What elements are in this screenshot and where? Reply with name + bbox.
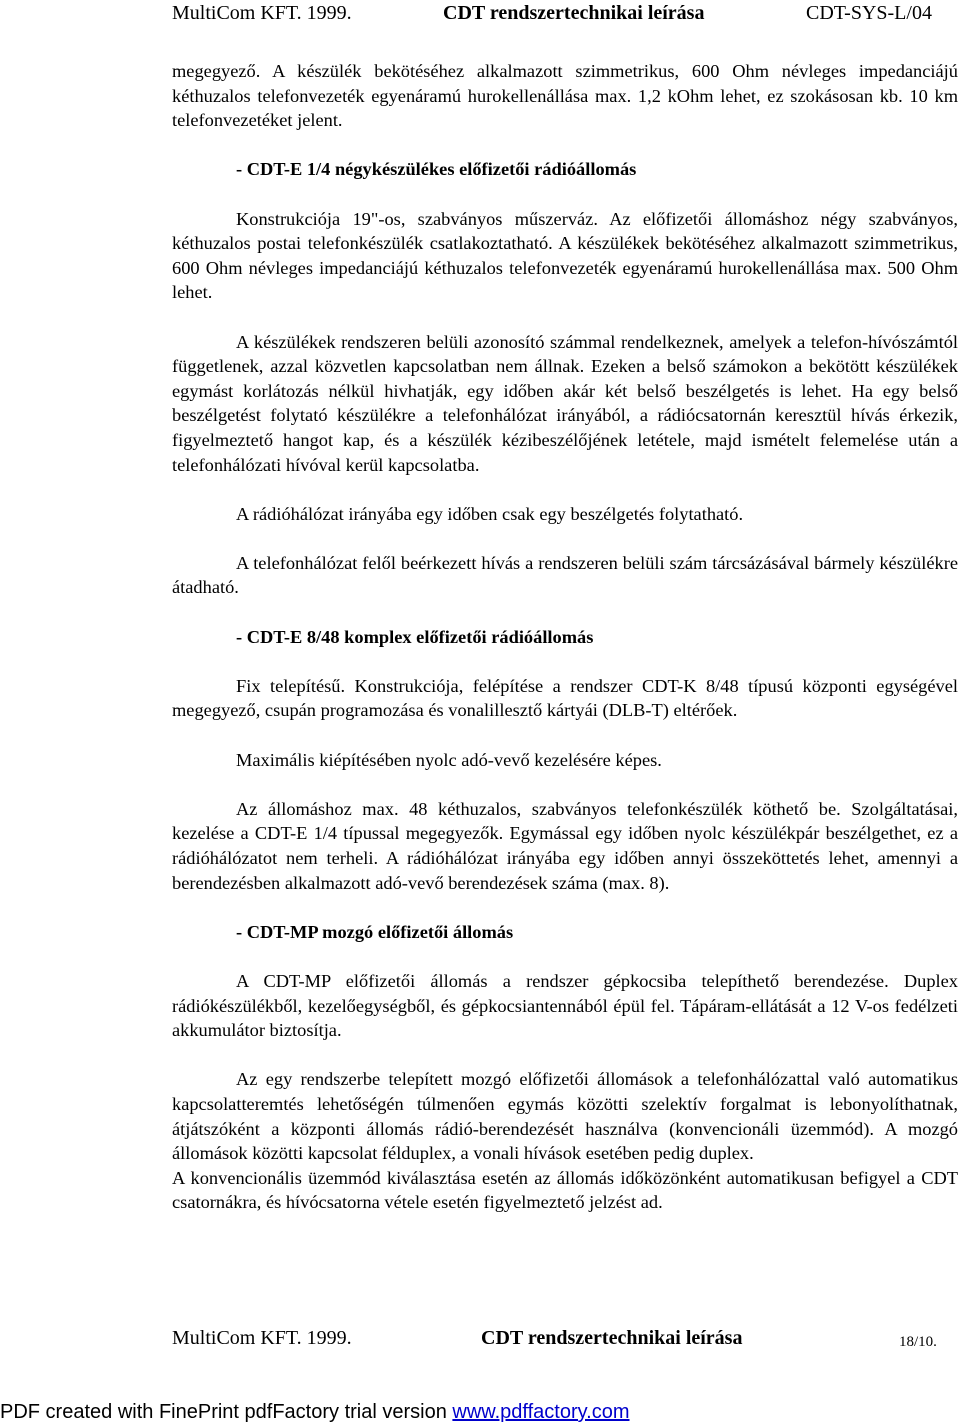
- paragraph: A rádióhálózat irányába egy időben csak egy beszélgetés folytatható.: [236, 503, 744, 524]
- footer-title: CDT rendszertechnikai leírása: [481, 1327, 743, 1349]
- paragraph: A telefonhálózat felől beérkezett hívás a rendszeren belüli szám tárcsázásával bármely készülékre átadható.: [172, 552, 958, 598]
- section-heading-cdt-mp: - CDT-MP mozgó előfizetői állomás: [236, 921, 514, 942]
- header-company: MultiCom KFT. 1999.: [172, 2, 352, 24]
- footer-company: MultiCom KFT. 1999.: [172, 1327, 352, 1349]
- document-body: [172, 59, 958, 1215]
- pdffactory-link[interactable]: www.pdffactory.com: [452, 1401, 630, 1423]
- paragraph: Maximális kiépítésében nyolc adó-vevő kezelésére képes.: [236, 749, 662, 770]
- paragraph: Fix telepítésű. Konstrukciója, felépítése a rendszer CDT-K 8/48 típusú központi egységével megegyező, csupán programozása és vonalillesztő kártyái (DLB-T) eltérőek.: [172, 675, 958, 721]
- paragraph: Az egy rendszerbe telepített mozgó előfizetői állomások a telefonhálózattal való automatikus kapcsolatteremtés lehetőségén túlmenően egymás közötti szelektív forgalmat is lebonyolíthatnak, átjátszóként a központi állomás rádió-berendezését használva (konvencionáli üzemmód). A mozgó állomások közötti kapcsolat félduplex, a vonali hívások esetében pedig duplex.: [172, 1069, 958, 1164]
- pdf-trial-banner: [0, 1398, 960, 1426]
- paragraph: A készülékek rendszeren belüli azonosító számmal rendelkeznek, amelyek a telefon-hívószámtól függetlenek, azzal közvetlen kapcsolatban nem állnak. Ezeken a belső számokon a bekötött készülékek egymást korlátozás nélkül hivhatják, egy időben akár két belső beszélgetés is lehet. Ha egy belső beszélgetést folytató készülékre a telefonhálózat irányából, a rádiócsatornán keresztül hívás érkezik, figyelmeztető hangot kap, és a készülék kézibeszélőjének letétele, majd ismételt felemelése után a telefonhálózati hívóval kerül kapcsolatba.: [172, 331, 958, 475]
- header-doc-code: CDT-SYS-L/04: [806, 2, 932, 24]
- page-footer: [0, 1326, 960, 1352]
- section-heading-cdt-e-8-48: - CDT-E 8/48 komplex előfizetői rádióállomás: [236, 626, 594, 647]
- page-number: 18/10.: [899, 1334, 937, 1350]
- paragraph: Konstrukciója 19"-os, szabványos műszerváz. Az előfizetői állomáshoz négy szabványos, kéthuzalos postai telefonkészülék csatlakoztatható. A készülékek bekötéséhez alkalmazott szimmetrikus, 600 Ohm névleges impedanciájú kéthuzalos telefonvezeték egyenáramú hurokellenállása max. 500 Ohm lehet.: [172, 208, 958, 303]
- banner-text: PDF created with FinePrint pdfFactory trial version: [0, 1401, 453, 1423]
- header-title: CDT rendszertechnikai leírása: [443, 2, 705, 24]
- paragraph: A CDT-MP előfizetői állomás a rendszer gépkocsiba telepíthető berendezése. Duplex rádiókészülékből, kezelőegységből, és gépkocsiantennából épül fel. Tápáram-ellátását a 12 V-os fedélzeti akkumulátor biztosítja.: [172, 970, 958, 1041]
- paragraph: A konvencionális üzemmód kiválasztása esetén az állomás időközönként automatikusan befigyel a CDT csatornákra, és hívócsatorna vétele esetén figyelmeztető jelzést ad.: [172, 1167, 958, 1213]
- section-heading-cdt-e-1-4: - CDT-E 1/4 négykészülékes előfizetői rádióállomás: [236, 159, 637, 180]
- paragraph: megegyező. A készülék bekötéséhez alkalmazott szimmetrikus, 600 Ohm névleges impedanciájú kéthuzalos telefonvezeték egyenáramú hurokellenállása max. 1,2 kOhm lehet, ez szokásosan kb. 10 km telefonvezetéket jelent.: [172, 61, 958, 131]
- page-header: [0, 0, 960, 26]
- paragraph: Az állomáshoz max. 48 kéthuzalos, szabványos telefonkészülék köthető be. Szolgáltatásai, kezelése a CDT-E 1/4 típussal megegyezők. Egymással egy időben nyolc készülékpár beszélgethet, ez a rádióhálózatot nem terheli. A rádióhálózat irányába egy időben annyi összeköttetés lehet, amennyi a berendezésben alkalmazott adó-vevő berendezések száma (max. 8).: [172, 798, 958, 893]
